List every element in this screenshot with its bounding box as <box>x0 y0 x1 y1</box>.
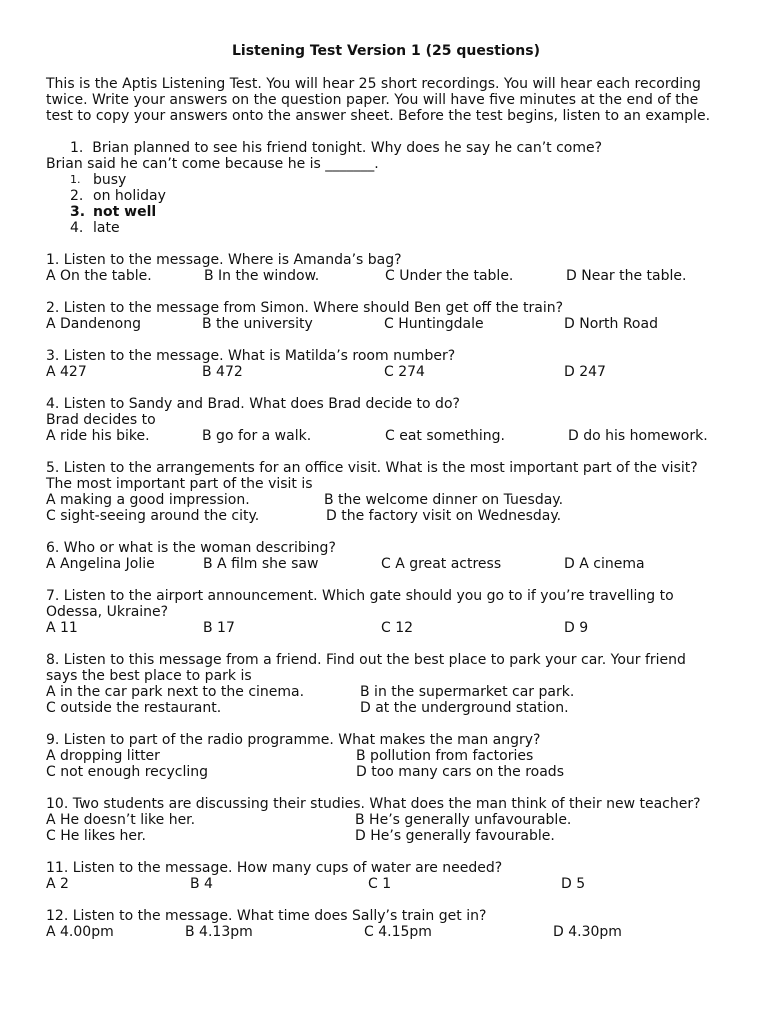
question-text: 11. Listen to the message. How many cups of water are needed? <box>46 860 503 876</box>
question-11 <box>46 860 726 892</box>
option-d: D too many cars on the roads <box>356 764 564 780</box>
option-d: D 247 <box>564 364 606 380</box>
options-row <box>46 684 726 700</box>
question-text: 2. Listen to the message from Simon. Where should Ben get off the train? <box>46 300 564 316</box>
question-stem: Brad decides to <box>46 412 156 428</box>
example-option-number: 2. <box>70 188 84 204</box>
option-c: C outside the restaurant. <box>46 700 222 716</box>
question-5 <box>46 460 726 524</box>
option-b: B go for a walk. <box>202 428 312 444</box>
options-row <box>46 508 726 524</box>
option-a: A Dandenong <box>46 316 141 332</box>
option-b: B 472 <box>202 364 243 380</box>
question-text-continued: Odessa, Ukraine? <box>46 604 169 620</box>
option-a: A 2 <box>46 876 69 892</box>
option-a: A He doesn’t like her. <box>46 812 196 828</box>
question-12 <box>46 908 726 940</box>
option-c: C He likes her. <box>46 828 146 844</box>
option-b: B in the supermarket car park. <box>360 684 575 700</box>
option-a: A making a good impression. <box>46 492 250 508</box>
option-c: C A great actress <box>381 556 502 572</box>
options-row <box>46 268 726 284</box>
option-b: B the university <box>202 316 313 332</box>
option-b: B 17 <box>203 620 235 636</box>
options-row <box>46 828 726 844</box>
option-c: C 4.15pm <box>364 924 432 940</box>
option-d: D 4.30pm <box>553 924 622 940</box>
example-option-number: 4. <box>70 220 84 236</box>
option-b: B the welcome dinner on Tuesday. <box>324 492 564 508</box>
question-text: 12. Listen to the message. What time does Sally’s train get in? <box>46 908 487 924</box>
question-text: 8. Listen to this message from a friend. Find out the best place to park your car. Your friend <box>46 652 686 668</box>
example-option <box>70 188 726 204</box>
example-question <box>46 140 726 236</box>
example-option-text: late <box>93 220 120 236</box>
intro-paragraph: This is the Aptis Listening Test. You will hear 25 short recordings. You will hear each recording twice. Write your answers on the question paper. You will have five minutes at the end of the test to copy your answers onto the answer sheet. Before the test begins, listen to an example. <box>46 76 711 124</box>
option-d: D 5 <box>561 876 586 892</box>
option-d: D do his homework. <box>568 428 708 444</box>
option-c: C Under the table. <box>385 268 514 284</box>
options-row <box>46 924 726 940</box>
question-9 <box>46 732 726 780</box>
question-text: 7. Listen to the airport announcement. Which gate should you go to if you’re travelling to <box>46 588 674 604</box>
example-option-number: 1. <box>70 173 81 186</box>
example-option <box>70 172 726 188</box>
example-option <box>70 220 726 236</box>
option-c: C Huntingdale <box>384 316 484 332</box>
option-c: C 274 <box>384 364 425 380</box>
question-10 <box>46 796 726 844</box>
example-option-number: 3. <box>70 204 86 220</box>
options-row <box>46 428 726 444</box>
options-row <box>46 556 726 572</box>
example-number: 1. <box>70 140 84 156</box>
document-page <box>46 40 726 956</box>
option-a: A ride his bike. <box>46 428 150 444</box>
option-b: B 4 <box>190 876 213 892</box>
option-d: D He’s generally favourable. <box>355 828 555 844</box>
options-row <box>46 748 726 764</box>
options-row <box>46 876 726 892</box>
options-row <box>46 764 726 780</box>
question-text: 10. Two students are discussing their studies. What does the man think of their new teacher? <box>46 796 701 812</box>
option-b: B In the window. <box>204 268 320 284</box>
question-text: 5. Listen to the arrangements for an office visit. What is the most important part of the visit? <box>46 460 698 476</box>
question-4 <box>46 396 726 444</box>
options-row <box>46 364 726 380</box>
option-c: C eat something. <box>385 428 505 444</box>
question-1 <box>46 252 726 284</box>
option-d: D at the underground station. <box>360 700 569 716</box>
option-a: A 11 <box>46 620 78 636</box>
question-8 <box>46 652 726 716</box>
option-d: D North Road <box>564 316 658 332</box>
option-b: B A film she saw <box>203 556 319 572</box>
options-row <box>46 700 726 716</box>
options-row <box>46 492 726 508</box>
option-d: D A cinema <box>564 556 645 572</box>
option-d: D Near the table. <box>566 268 687 284</box>
question-stem: The most important part of the visit is <box>46 476 313 492</box>
option-b: B He’s generally unfavourable. <box>355 812 572 828</box>
option-c: C not enough recycling <box>46 764 209 780</box>
option-c: C sight-seeing around the city. <box>46 508 260 524</box>
option-a: A On the table. <box>46 268 152 284</box>
option-b: B 4.13pm <box>185 924 253 940</box>
example-question-body: Brian planned to see his friend tonight. Why does he say he can’t come? <box>92 140 603 156</box>
option-c: C 1 <box>368 876 392 892</box>
example-option-answer <box>70 204 726 220</box>
question-6 <box>46 540 726 572</box>
question-text: 1. Listen to the message. Where is Amanda’s bag? <box>46 252 402 268</box>
example-option-text: not well <box>93 204 157 220</box>
example-option-text: busy <box>93 172 127 188</box>
option-a: A dropping litter <box>46 748 160 764</box>
options-row <box>46 620 726 636</box>
example-option-text: on holiday <box>93 188 166 204</box>
question-3 <box>46 348 726 380</box>
option-a: A Angelina Jolie <box>46 556 155 572</box>
option-a: A 427 <box>46 364 87 380</box>
question-text: 3. Listen to the message. What is Matilda’s room number? <box>46 348 456 364</box>
option-a: A 4.00pm <box>46 924 114 940</box>
option-b: B pollution from factories <box>356 748 534 764</box>
option-d: D 9 <box>564 620 589 636</box>
question-7 <box>46 588 726 636</box>
question-2 <box>46 300 726 332</box>
options-row <box>46 316 726 332</box>
question-text: 9. Listen to part of the radio programme. What makes the man angry? <box>46 732 541 748</box>
example-question-text <box>46 140 726 156</box>
options-row <box>46 812 726 828</box>
question-text: 6. Who or what is the woman describing? <box>46 540 336 556</box>
example-options <box>46 172 726 236</box>
option-c: C 12 <box>381 620 414 636</box>
option-a: A in the car park next to the cinema. <box>46 684 305 700</box>
page-title: Listening Test Version 1 (25 questions) <box>231 43 540 59</box>
example-stem: Brian said he can’t come because he is _______. <box>46 156 379 172</box>
option-d: D the factory visit on Wednesday. <box>326 508 562 524</box>
question-text: 4. Listen to Sandy and Brad. What does Brad decide to do? <box>46 396 460 412</box>
question-text-continued: says the best place to park is <box>46 668 252 684</box>
